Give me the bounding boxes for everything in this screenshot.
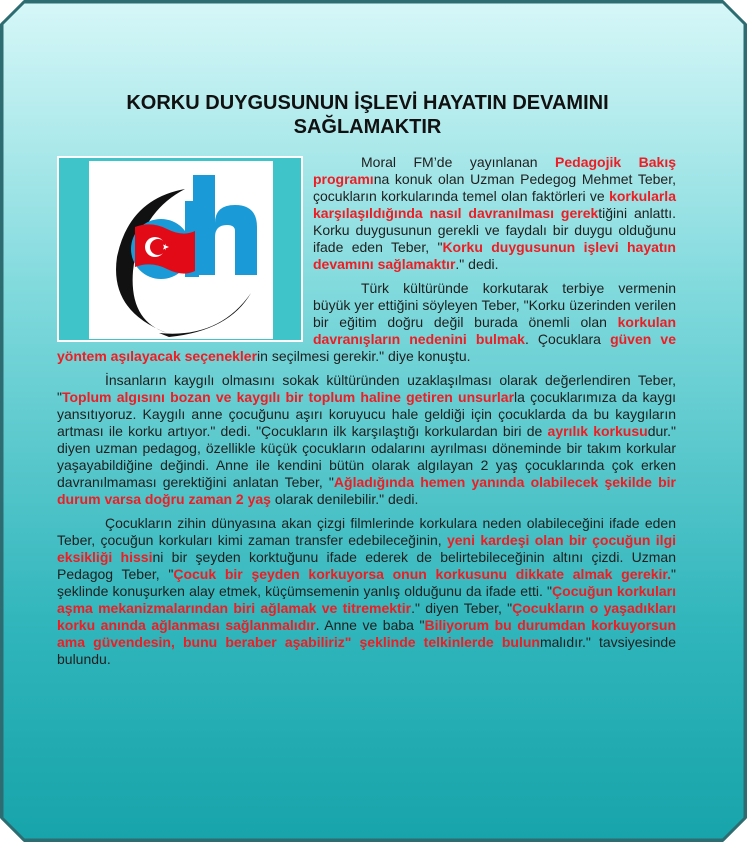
body-text: olarak denilebilir." dedi. (270, 491, 419, 507)
highlight-text: Pedagojik Bakış programı (313, 154, 676, 187)
body-text: " şeklinde konuşurken alay etmek, küçümsemenin yanlış olduğunu da ifade etti. " (57, 566, 676, 599)
logo-frame (57, 156, 303, 342)
highlight-text: Biliyorum bu durumdan korkuyorsun ama güvendesin, bunu beraber aşabiliriz" şeklinde telkinlerde bulun (57, 617, 676, 650)
paragraph-3 (57, 372, 676, 508)
highlight-text: Çocukların o yaşadıkları korku anında ağlanması sağlanmalıdır (57, 600, 676, 633)
highlight-text: Korku duygusunun işlevi hayatın devamını sağlamaktır (313, 239, 676, 272)
highlight-text: Toplum algısını bozan ve kaygılı bir toplum haline getiren unsurlar (61, 389, 515, 405)
highlight-text: korkularla karşılaşıldığında nasıl davranılması gerek (313, 188, 676, 221)
body-text: Çocukların zihin dünyasına akan çizgi filmlerinde korkulara neden olabileceğini ifade eden Teber, çocuğun korkuları kimi zaman transfer edebileceğinin, (57, 515, 676, 548)
body-text: tiğini anlattı. Korku duygusunun gerekli ve faydalı bir duygu olduğunu ifade eden Teber, " (313, 205, 676, 255)
body-text: dur." diyen uzman pedagog, özellikle küçük çocukların odalarını ayrılması döneminde bir takım korkular yaşayabildiğine değindi. Anne ile kendini bütün olarak algılayan 2 yaş çocuklarında çok erken davranılmaması gerektiğini anlatan Teber, " (57, 423, 677, 490)
body-text: malıdır." tavsiyesinde bulundu. (57, 634, 677, 667)
body-text: . Çocuklara (524, 331, 611, 347)
highlight-text: güven ve yöntem aşılayacak seçenekler (57, 331, 676, 364)
paragraph-4 (57, 515, 676, 668)
article-body (57, 154, 676, 675)
body-text: . Anne ve baba " (315, 617, 425, 633)
dh-logo-icon (89, 161, 273, 339)
body-text: ." dedi. (455, 256, 499, 272)
highlight-text: Çocuğun korkuları aşma mekanizmalarından biri ağlamak ve titremektir (57, 583, 677, 616)
body-text: in seçilmesi gerekir." diye konuştu. (257, 348, 471, 364)
highlight-text: korkulan davranışların nedenini bulmak (313, 314, 676, 347)
highlight-text: Ağladığında hemen yanında olabilecek şekilde bir durum varsa doğru zaman 2 yaş (57, 474, 677, 507)
body-text: İnsanların kaygılı olmasını sokak kültüründen uzaklaşılması olarak değerlendiren Teber, " (57, 372, 676, 405)
highlight-text: yeni kardeşi olan bir çocuğun ilgi eksikliği hissi (57, 532, 677, 565)
body-text: na konuk olan Uzman Pedegog Mehmet Teber, çocukların korkularında temel olan faktörleri ve (313, 171, 676, 204)
body-text: ni bir şeyden korktuğunu ifade ederek de belirtebileceğinin altını çizdi. Uzman Pedagog Teber, " (57, 549, 676, 582)
body-text: Türk kültüründe korkutarak terbiye vermenin büyük yer ettiğini söyleyen Teber, "Korku üzerinden verilen bir eğitim doğru değil burada önemli olan (313, 280, 676, 330)
highlight-text: ayrılık korkusu (547, 423, 648, 439)
body-text: la çocuklarımıza da kaygı yansıtıyoruz. Kaygılı anne çocuğunu aşırı koruyucu hale geldiği için çocuklarda da bu kaygıların artması ile korku artıyor." dedi. "Çocukların ilk karşılaştığı korkulardan biri de (57, 389, 676, 439)
article-title: KORKU DUYGUSUNUN İŞLEVİ HAYATIN DEVAMINI SAĞLAMAKTIR (126, 92, 609, 138)
body-text: ." diyen Teber, " (411, 600, 513, 616)
highlight-text: Çocuk bir şeyden korkuyorsa onun korkusunu dikkate almak gerekir. (173, 566, 671, 582)
body-text: Moral FM’de yayınlanan (361, 154, 556, 170)
